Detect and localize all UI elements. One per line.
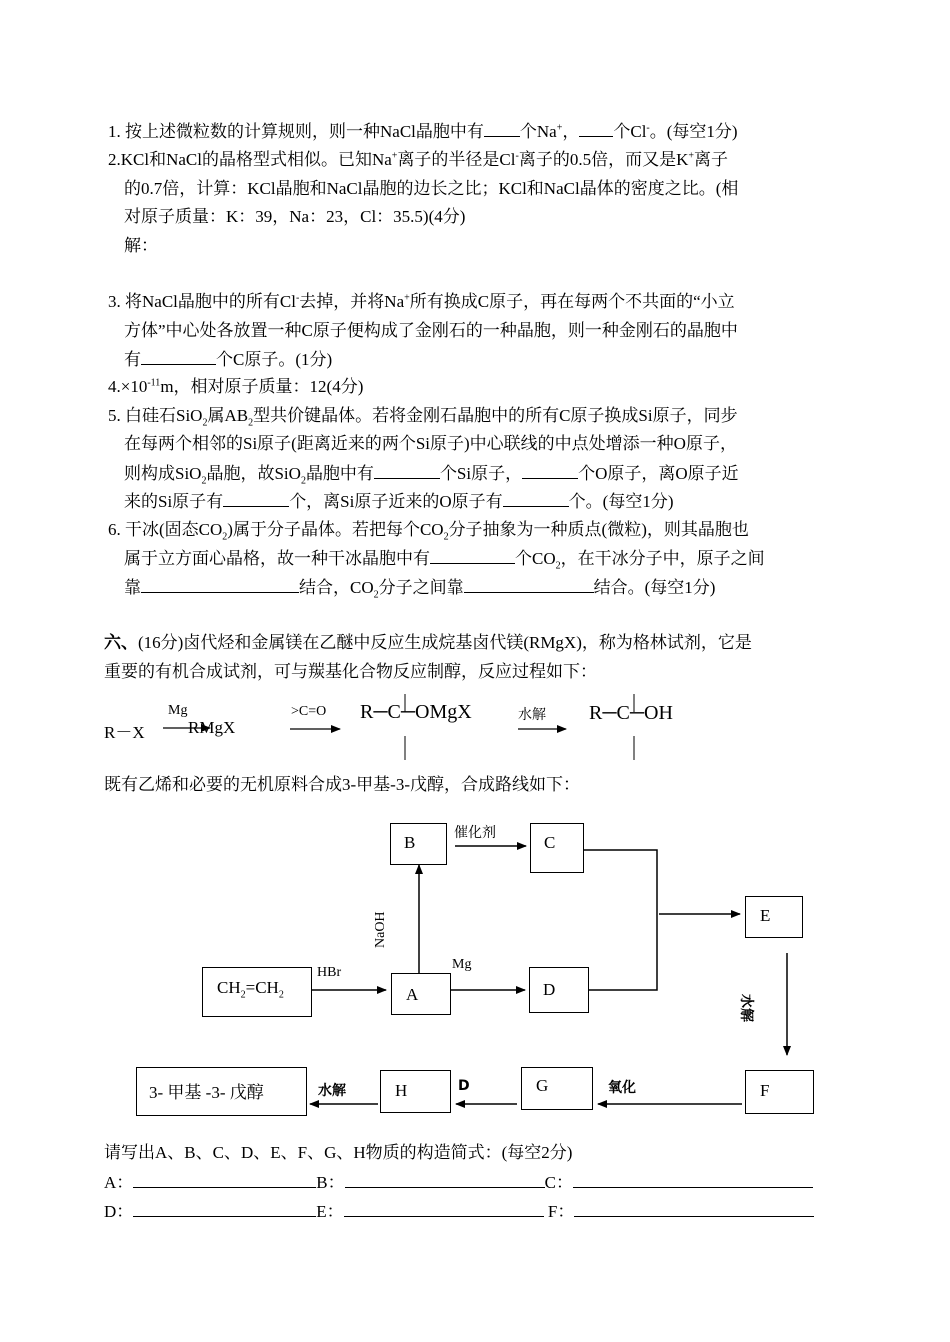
q5-text: 个。(每空1分) <box>568 492 674 511</box>
q6-sub: 2 <box>555 560 561 572</box>
label-naoh: NaOH <box>373 911 388 948</box>
answer-field-D[interactable] <box>133 1201 316 1217</box>
answer-field-E[interactable] <box>344 1201 544 1217</box>
q5-text: 属AB <box>207 406 249 425</box>
q2-sup: + <box>688 150 695 162</box>
answer-row-2 <box>104 1201 814 1222</box>
box-C <box>530 823 584 873</box>
q2-sup: + <box>391 150 398 162</box>
answer-label-E: E： <box>316 1202 344 1221</box>
q2-text: KCl和NaCl的晶格型式相似。已知Na <box>120 150 392 169</box>
q5-sub: 2 <box>248 417 254 429</box>
answer-row-1 <box>104 1172 813 1193</box>
answer-label-A: A： <box>104 1173 134 1192</box>
q1-text: 按上述微粒数的计算规则，则一种NaCl晶胞中有 <box>125 122 484 141</box>
q4-number: 4. <box>108 377 121 396</box>
q4-text: m，相对原子质量：12(4分) <box>160 377 364 396</box>
q5-number: 5. <box>108 406 121 425</box>
q6-sub: 2 <box>443 531 449 543</box>
box-product-label: 3- 甲基 -3- 戊醇 <box>149 1083 264 1102</box>
box-C-label: C <box>544 833 556 852</box>
ethylene-sub: 2 <box>240 989 246 1001</box>
ethylene-sub: 2 <box>278 989 284 1001</box>
box-G <box>521 1067 593 1110</box>
q1-text: 。(每空1分) <box>649 122 738 141</box>
q1-text: 个Na <box>519 122 557 141</box>
q3-text: 将NaCl晶胞中的所有Cl <box>125 292 296 311</box>
q2-text: 离子的0.5倍，而又是K <box>518 150 689 169</box>
connector-C-D <box>584 850 657 990</box>
q5-text: 则构成SiO <box>124 464 202 483</box>
q2-text: 离子 <box>694 150 729 169</box>
box-D-label: D <box>543 980 556 999</box>
label-mg: Mg <box>452 957 472 972</box>
answer-field-B[interactable] <box>345 1172 545 1188</box>
q6-text: ，在干冰分子中，原子之间 <box>560 549 765 568</box>
reaction-product-2: R─C─OH <box>589 702 673 724</box>
label-hbr: HBr <box>317 965 342 980</box>
q3-sup: - <box>295 292 300 304</box>
answer-field-A[interactable] <box>133 1172 316 1188</box>
q5-text: 型共价键晶体。若将金刚石晶胞中的所有C原子换成Si原子，同步 <box>253 406 738 425</box>
question-2-answer-label: 解： <box>124 236 158 255</box>
q2-number: 2. <box>108 150 121 169</box>
box-product <box>136 1067 307 1116</box>
section-6-heading: 六、 <box>104 633 138 652</box>
question-2-line3: 对原子质量：K：39，Na：23，Cl：35.5)(4分) <box>124 207 466 226</box>
answer-field-F[interactable] <box>574 1201 814 1217</box>
box-B <box>390 823 447 865</box>
box-F-label: F <box>760 1081 770 1100</box>
answer-label-C: C： <box>544 1173 573 1192</box>
q1-text: 个Cl <box>613 122 647 141</box>
q5-sub: 2 <box>201 475 207 487</box>
reaction-rx: R－X <box>104 723 145 742</box>
box-F <box>745 1070 814 1114</box>
section-6-line2: 重要的有机合成试剂，可与羰基化合物反应制醇，反应过程如下： <box>104 662 597 681</box>
q3-text: 个C原子。(1分) <box>216 350 333 369</box>
reaction-rmgx: RMgX <box>188 718 236 737</box>
q5-text: 晶胞，故SiO <box>206 464 301 483</box>
q5-text: 来的Si原子有 <box>124 492 224 511</box>
q5-text: 白硅石SiO <box>125 406 203 425</box>
q5-text: 晶胞中有 <box>305 464 374 483</box>
label-hydrolysis-H: 水解 <box>318 1083 346 1099</box>
box-ethylene <box>202 967 312 1017</box>
q3-sup: + <box>404 292 410 304</box>
box-A-label: A <box>406 985 419 1004</box>
reaction-carbonyl-label: >C=O <box>291 704 327 719</box>
q6-sub: 2 <box>373 589 379 601</box>
reaction-hydrolysis-label: 水解 <box>518 708 546 723</box>
answer-label-F: F： <box>547 1202 575 1221</box>
q1-sup: + <box>556 122 563 134</box>
q5-sub: 2 <box>202 417 208 429</box>
label-d-reagent: D <box>458 1078 470 1094</box>
q6-text: 靠 <box>124 578 141 597</box>
q2-text: 离子的半径是Cl <box>397 150 516 169</box>
answer-field-C[interactable] <box>573 1172 813 1188</box>
q2-sup: - <box>515 150 519 162</box>
ethylene-text: =CH <box>245 978 279 997</box>
q6-text: 结合。(每空1分) <box>593 578 716 597</box>
question-2-line2: 的0.7倍，计算：KCl晶胞和NaCl晶胞的边长之比；KCl和NaCl晶体的密度之比。(相 <box>124 179 739 198</box>
q1-sup: - <box>646 122 650 134</box>
reaction-mg-label: Mg <box>168 703 188 718</box>
label-catalyst: 催化剂 <box>454 826 496 841</box>
q5-sub: 2 <box>300 475 306 487</box>
box-A <box>391 973 451 1015</box>
q5-text: 个O原子，离O原子近 <box>578 464 739 483</box>
box-G-label: G <box>536 1076 549 1095</box>
q6-text: 分子抽象为一种质点(微粒)，则其晶胞也 <box>448 520 749 539</box>
question-5-line2: 在每两个相邻的Si原子(距离近来的两个Si原子)中心联线的中点处增添一种O原子， <box>124 434 737 453</box>
q3-text: 有 <box>124 350 141 369</box>
q4-text: ×10 <box>120 377 148 396</box>
reaction-product-1: R─C─OMgX <box>360 701 472 723</box>
box-H <box>380 1070 451 1113</box>
question-3-line2: 方体”中心处各放置一种C原子便构成了金刚石的一种晶胞，则一种金刚石的晶胞中 <box>124 321 738 340</box>
q6-text: 属于立方面心晶格，故一种干冰晶胞中有 <box>124 549 430 568</box>
q6-text: )属于分子晶体。若把每个CO <box>227 520 444 539</box>
label-oxidation: 氧化 <box>608 1080 636 1096</box>
box-B-label: B <box>404 833 416 852</box>
ethylene-formula <box>217 978 284 1001</box>
q6-text: 分子之间靠 <box>378 578 464 597</box>
box-E-label: E <box>760 906 771 925</box>
answer-prompt: 请写出A、B、C、D、E、F、G、H物质的构造简式：(每空2分) <box>104 1143 573 1162</box>
q5-text: 个Si原子， <box>439 464 523 483</box>
answer-label-D: D： <box>104 1202 134 1221</box>
q6-text: 结合，CO <box>299 578 374 597</box>
answer-label-B: B： <box>316 1173 345 1192</box>
q6-text: 个CO <box>515 549 556 568</box>
label-hydrolysis-E-F: 水解 <box>738 994 754 1022</box>
box-H-label: H <box>395 1081 408 1100</box>
box-D <box>529 967 589 1013</box>
q3-number: 3. <box>108 292 121 311</box>
q1-number: 1. <box>108 122 121 141</box>
q4-exponent: -11 <box>147 377 161 389</box>
q3-text: 所有换成C原子，再在每两个不共面的“小立 <box>409 292 735 311</box>
route-intro: 既有乙烯和必要的无机原料合成3-甲基-3-戊醇，合成路线如下： <box>104 775 580 794</box>
section-6-text: (16分)卤代烃和金属镁在乙醚中反应生成烷基卤代镁(RMgX)，称为格林试剂，它是 <box>138 633 752 652</box>
q6-number: 6. <box>108 520 121 539</box>
box-E <box>745 896 803 938</box>
q6-text: 干冰(固态CO <box>125 520 223 539</box>
ethylene-text: CH <box>217 978 241 997</box>
q3-text: 去掉，并将Na <box>299 292 405 311</box>
question-1: 1. 按上述微粒数的计算规则，则一种NaCl晶胞中有 个Na+， 个Cl-。(每空1分) <box>108 122 738 141</box>
q5-text: 个，离Si原子近来的O原子有 <box>289 492 503 511</box>
q6-sub: 2 <box>222 531 228 543</box>
